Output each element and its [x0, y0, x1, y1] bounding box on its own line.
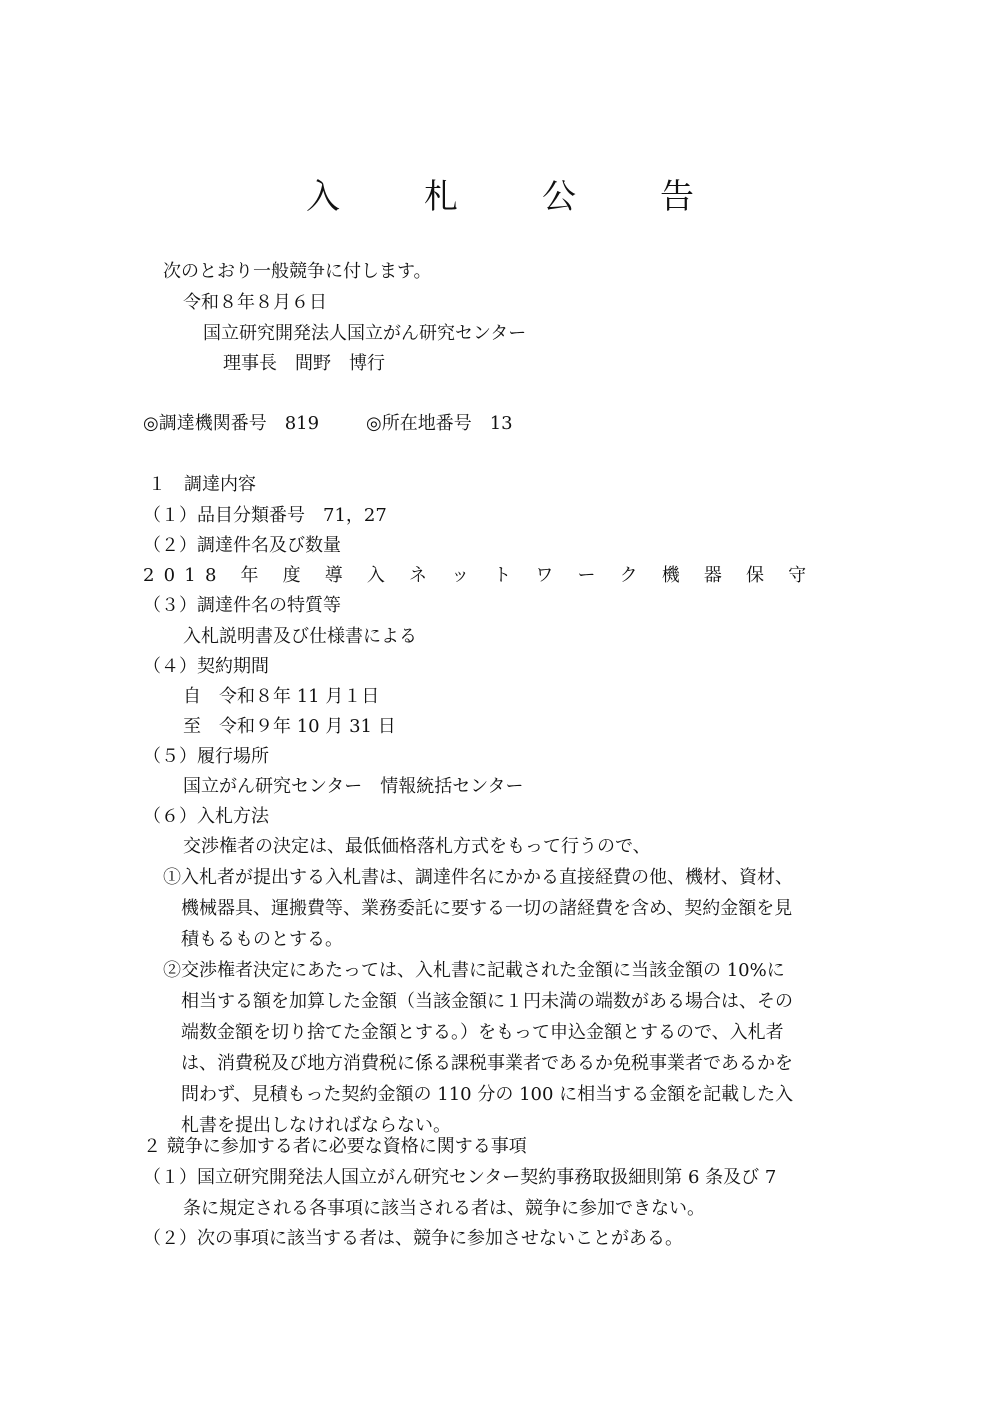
paragraph-line: 条に規定される各事項に該当される者は、競争に参加できない。: [183, 1198, 705, 1219]
item-name-heading: （２）調達件名及び数量: [143, 535, 341, 556]
agency-code: ◎調達機関番号 819: [143, 413, 320, 434]
bidding-method-heading: （６）入札方法: [143, 806, 269, 827]
paragraph-line: 札書を提出しなければならない。: [181, 1115, 451, 1136]
signatory: 理事長 間野 博行: [223, 353, 385, 374]
organization-name: 国立研究開発法人国立がん研究センター: [203, 323, 527, 344]
paragraph-line: 積もるものとする。: [181, 929, 343, 950]
item-characteristics: 入札説明書及び仕様書による: [183, 626, 417, 647]
qualification-item-2: （２）次の事項に該当する者は、競争に参加させないことがある。: [143, 1228, 683, 1249]
title-char: 公: [542, 177, 576, 217]
bidding-item-2: [163, 955, 863, 1141]
title-char: 告: [660, 177, 694, 217]
paragraph-line: ①入札者が提出する入札書は、調達件名にかかる直接経費の他、機材、資材、: [163, 867, 793, 888]
delivery-place-heading: （５）履行場所: [143, 746, 269, 767]
document-title: [0, 177, 1000, 217]
paragraph-line: 端数金額を切り捨てた金額とする。）をもって申込金額とするので、入札者: [181, 1022, 784, 1043]
item-name: 2018 年 度 導 入 ネ ッ ト ワ ー ク 機 器 保 守: [143, 565, 816, 586]
paragraph-line: 機械器具、運搬費等、業務委託に要する一切の諸経費を含め、契約金額を見: [181, 898, 793, 919]
qualification-item-1: [143, 1162, 863, 1224]
paragraph-line: ②交渉権者決定にあたっては、入札書に記載された金額に当該金額の 10%に: [163, 960, 785, 981]
section-1-heading: １ 調達内容: [148, 474, 256, 495]
title-char: 札: [424, 177, 458, 217]
paragraph-line: （１）国立研究開発法人国立がん研究センター契約事務取扱細則第 6 条及び 7: [143, 1167, 777, 1188]
contract-period-to: 至 令和９年 10 月 31 日: [183, 716, 396, 737]
paragraph-line: は、消費税及び地方消費税に係る課税事業者であるか免税事業者であるかを: [181, 1053, 793, 1074]
bidding-method: 交渉権者の決定は、最低価格落札方式をもって行うので、: [183, 836, 651, 857]
contract-period-heading: （４）契約期間: [143, 656, 269, 677]
notice-date: 令和８年８月６日: [183, 292, 327, 313]
section-2-heading: ２ 競争に参加する者に必要な資格に関する事項: [143, 1136, 527, 1157]
paragraph-line: 問わず、見積もった契約金額の 110 分の 100 に相当する金額を記載した入: [181, 1084, 794, 1105]
paragraph-line: 相当する額を加算した金額（当該金額に１円未満の端数がある場合は、その: [181, 991, 793, 1012]
item-characteristics-heading: （３）調達件名の特質等: [143, 595, 341, 616]
contract-period-from: 自 令和８年 11 月１日: [183, 686, 380, 707]
title-char: 入: [306, 177, 340, 217]
item-classification: （１）品目分類番号 71，27: [143, 505, 387, 526]
delivery-place: 国立がん研究センター 情報統括センター: [183, 776, 524, 797]
bidding-item-1: [163, 862, 863, 955]
intro-text: 次のとおり一般競争に付します。: [163, 261, 432, 282]
location-code: ◎所在地番号 13: [366, 413, 513, 434]
